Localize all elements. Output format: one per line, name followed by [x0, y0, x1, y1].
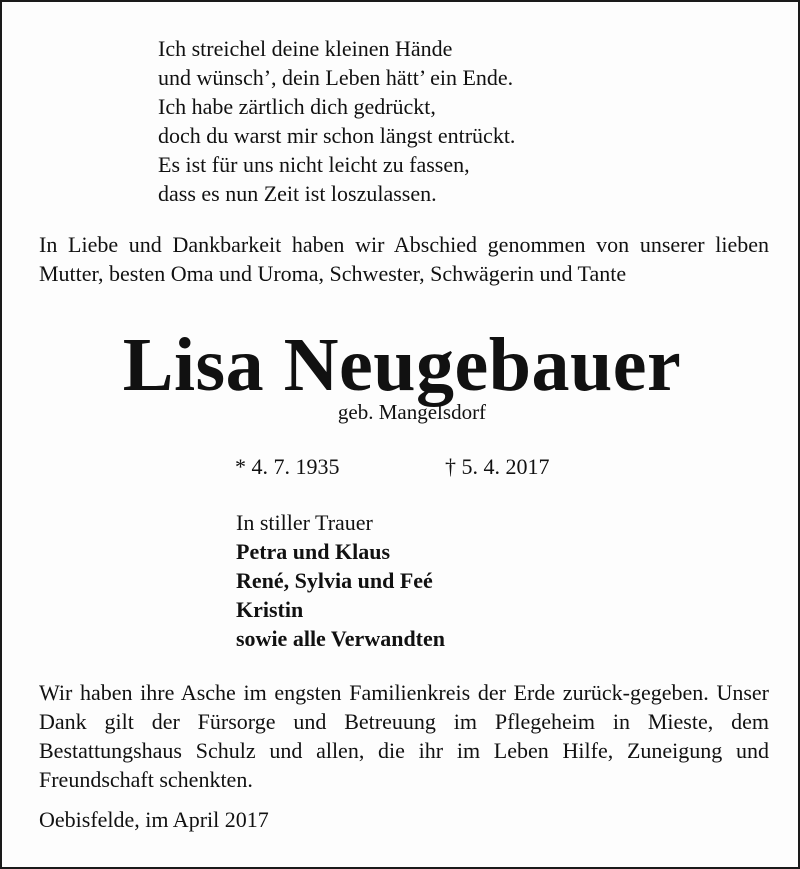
deceased-name: Lisa Neugebauer [122, 323, 682, 407]
poem-line: Ich streichel deine kleinen Hände [158, 36, 453, 61]
mourners-block [236, 508, 445, 653]
mourners-heading: In stiller Trauer [236, 510, 373, 535]
mourner-name: Petra und Klaus [236, 539, 391, 564]
poem-line: Es ist für uns nicht leicht zu fassen, [158, 152, 470, 177]
poem-line: und wünsch’, dein Leben hätt’ ein Ende. [158, 65, 514, 90]
birth-date: * 4. 7. 1935 [235, 454, 340, 479]
mourner-name: Kristin [236, 597, 304, 622]
mourner-name: René, Sylvia und Feé [236, 568, 433, 593]
poem-line: dass es nun Zeit ist loszulassen. [158, 181, 437, 206]
poem-line: Ich habe zärtlich dich gedrückt, [158, 94, 436, 119]
poem [158, 34, 515, 208]
closing-text: Wir haben ihre Asche im engsten Familienkreis der Erde zurück-gegeben. Unser Dank gilt der Fürsorge und Betreuung im Pflegeheim in Mieste, dem Bestattungshaus Schulz und allen, die ihr im Leben Hilfe, Zuneigung und Freundschaft schenkten. [39, 680, 769, 792]
mourner-name: sowie alle Verwandten [236, 626, 445, 651]
poem-line: doch du warst mir schon längst entrückt. [158, 123, 516, 148]
death-date: † 5. 4. 2017 [445, 454, 550, 479]
place-date: Oebisfelde, im April 2017 [39, 807, 269, 832]
maiden-name: geb. Mangelsdorf [337, 400, 487, 424]
intro-text: In Liebe und Dankbarkeit haben wir Abschied genommen von unserer lieben Mutter, besten Oma und Uroma, Schwester, Schwägerin und Tante [39, 232, 769, 286]
